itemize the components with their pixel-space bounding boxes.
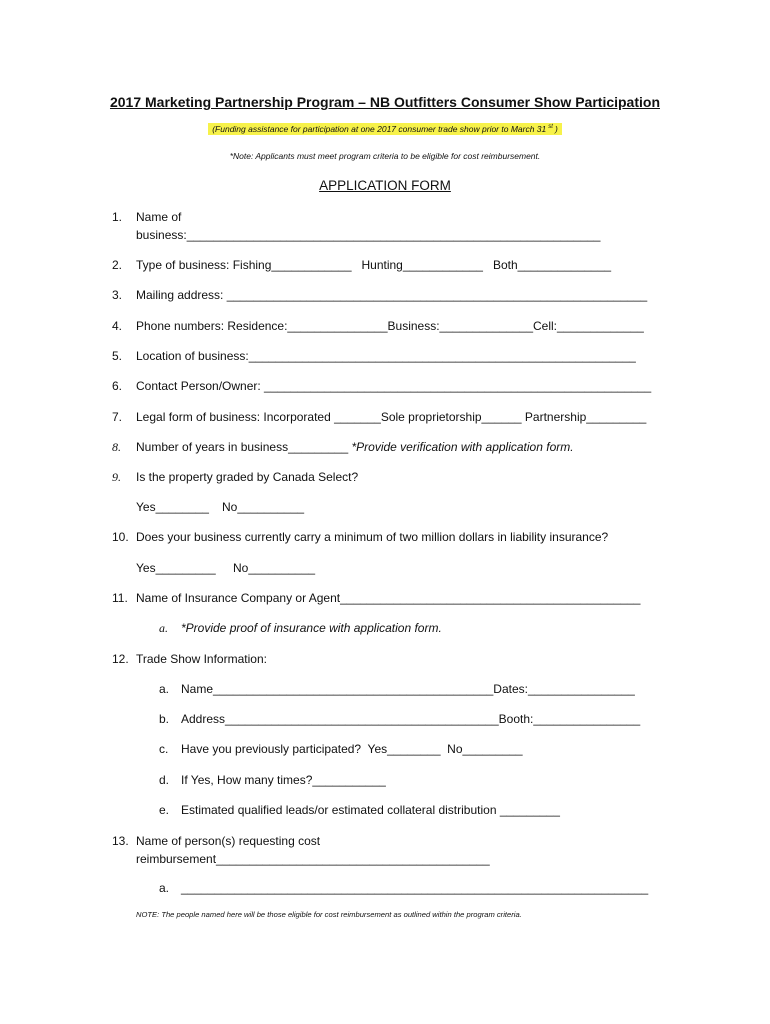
show-address-booth-field[interactable]: Address_________________________________________Booth:________________ [181, 712, 641, 726]
sub-item-letter: e. [159, 803, 170, 817]
sub-item-letter: a. [159, 621, 168, 635]
funding-text: (Funding assistance for participation at one 2017 consumer trade show prior to March 31 [212, 124, 547, 134]
sub-item-letter: c. [159, 742, 169, 756]
form-title: APPLICATION FORM [319, 178, 451, 193]
item-number: 7. [112, 410, 123, 424]
phone-numbers-field[interactable]: Phone numbers: Residence:_______________Business:______________Cell:_____________ [136, 319, 644, 333]
item-number: 11. [112, 591, 128, 605]
business-name-field[interactable]: business:______________________________________________________________ [136, 228, 601, 242]
item-number: 6. [112, 379, 123, 393]
funding-note [0, 124, 770, 134]
trade-show-heading: Trade Show Information: [136, 652, 267, 666]
previous-participation-field[interactable]: Have you previously participated? Yes________ No_________ [181, 742, 523, 756]
funding-superscript: st [548, 124, 553, 131]
canada-select-question: Is the property graded by Canada Select? [136, 470, 359, 484]
show-name-dates-field[interactable]: Name__________________________________________Dates:________________ [181, 682, 635, 696]
item-number: 8. [112, 440, 121, 454]
reimbursement-persons-label: Name of person(s) requesting cost [136, 834, 321, 848]
item-number: 2. [112, 258, 123, 272]
funding-highlight [208, 123, 562, 135]
eligibility-footer-note: NOTE: The people named here will be those eligible for cost reimbursement as outlined within the program criteria. [136, 910, 522, 919]
item-number: 1. [112, 210, 123, 224]
liability-insurance-question: Does your business currently carry a minimum of two million dollars in liability insurance? [136, 530, 609, 544]
verification-note: *Provide verification with application form. [351, 440, 574, 454]
years-in-business-field[interactable] [136, 440, 574, 454]
item-number: 12. [112, 652, 129, 666]
liability-no-field[interactable]: No__________ [233, 561, 316, 575]
participation-count-field[interactable]: If Yes, How many times?___________ [181, 773, 386, 787]
page-title: 2017 Marketing Partnership Program – NB Outfitters Consumer Show Participation [109, 94, 660, 110]
item-number: 5. [112, 349, 123, 363]
liability-yes-field[interactable]: Yes_________ [136, 561, 216, 575]
sub-item-letter: d. [159, 773, 170, 787]
business-type-field[interactable]: Type of business: Fishing____________ Hunting____________ Both______________ [136, 258, 612, 272]
item-number: 13. [112, 834, 129, 848]
reimbursement-persons-field[interactable]: reimbursement_________________________________________ [136, 852, 490, 866]
canada-select-no-field[interactable]: No__________ [222, 500, 305, 514]
insurance-company-field[interactable]: Name of Insurance Company or Agent_____________________________________________ [136, 591, 641, 605]
estimated-leads-field[interactable]: Estimated qualified leads/or estimated collateral distribution _________ [181, 803, 560, 817]
item-number: 3. [112, 288, 123, 302]
mailing-address-field[interactable]: Mailing address: _______________________________________________________________ [136, 288, 648, 302]
funding-suffix: ) [554, 124, 558, 134]
reimbursement-person-a-field[interactable]: ______________________________________________________________________ [181, 881, 649, 895]
sub-item-letter: a. [159, 682, 170, 696]
eligibility-note: *Note: Applicants must meet program criteria to be eligible for cost reimbursement. [229, 151, 541, 161]
legal-form-field[interactable]: Legal form of business: Incorporated _______Sole proprietorship______ Partnership_________ [136, 410, 647, 424]
business-name-label: Name of [136, 210, 182, 224]
item-number: 9. [112, 470, 121, 484]
business-location-field[interactable]: Location of business:__________________________________________________________ [136, 349, 636, 363]
canada-select-yes-field[interactable]: Yes________ [136, 500, 209, 514]
item-number: 10. [112, 530, 129, 544]
contact-person-field[interactable]: Contact Person/Owner: __________________________________________________________ [136, 379, 652, 393]
sub-item-letter: a. [159, 881, 170, 895]
insurance-proof-note: *Provide proof of insurance with application form. [181, 621, 442, 635]
years-in-business-label: Number of years in business_________ [136, 440, 352, 454]
sub-item-letter: b. [159, 712, 170, 726]
item-number: 4. [112, 319, 123, 333]
